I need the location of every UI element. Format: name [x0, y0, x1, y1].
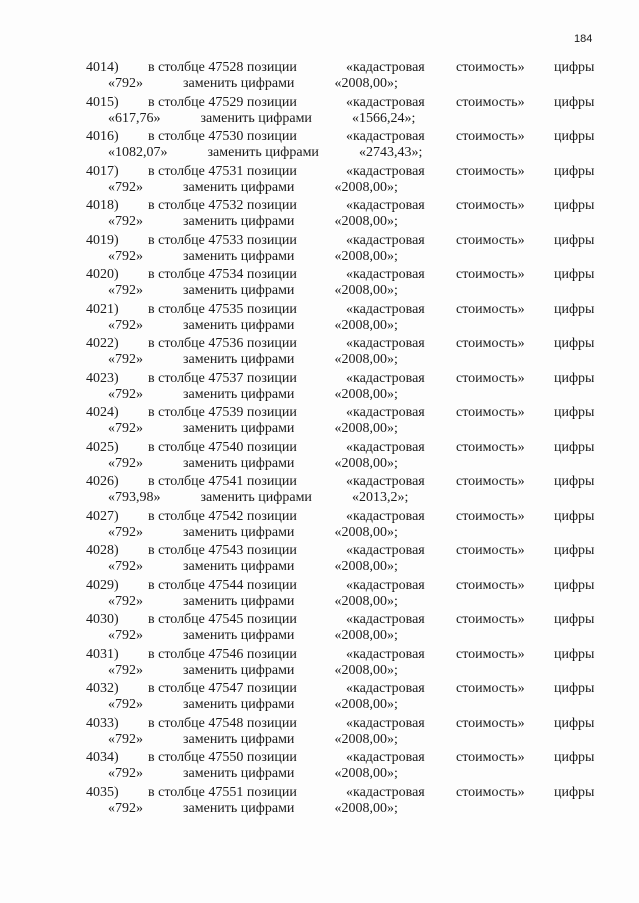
amendment-item: [0, 716, 639, 751]
item-number: 4031): [86, 646, 119, 662]
item-number: 4015): [86, 94, 119, 110]
column-reference: в столбце 47534 позиции: [148, 267, 297, 282]
cost-word: стоимость»: [456, 405, 525, 420]
amendment-item: [0, 60, 639, 95]
cost-word: стоимость»: [456, 681, 525, 696]
digits-word: цифры: [554, 543, 595, 558]
amendment-line-2: [108, 352, 398, 368]
amendment-line-2: [108, 318, 398, 334]
amendment-line-1: [0, 95, 639, 111]
old-value: «792»: [108, 800, 143, 816]
new-value: «2008,00»;: [334, 800, 398, 816]
amendment-item: [0, 164, 639, 199]
amendment-line-1: [0, 233, 639, 249]
column-reference: в столбце 47540 позиции: [148, 439, 297, 455]
item-number: 4019): [86, 232, 119, 248]
item-number: 4016): [86, 129, 119, 144]
new-value: «2008,00»;: [334, 386, 398, 402]
new-value: «2008,00»;: [334, 559, 398, 574]
item-number: 4028): [86, 543, 119, 558]
cadastral-word: «кадастровая: [346, 474, 425, 489]
cadastral-word: «кадастровая: [346, 508, 425, 524]
item-number: 4030): [86, 612, 119, 627]
item-number: 4018): [86, 198, 119, 213]
new-value: «2008,00»;: [334, 628, 398, 643]
cost-word: стоимость»: [456, 750, 525, 765]
item-number: 4021): [86, 301, 119, 317]
amendment-line-2: [108, 456, 398, 472]
old-value: «792»: [108, 731, 143, 747]
new-value: «2008,00»;: [334, 283, 398, 298]
column-reference: в столбце 47529 позиции: [148, 94, 297, 110]
column-reference: в столбце 47542 позиции: [148, 508, 297, 524]
replace-phrase: заменить цифрами: [183, 214, 295, 229]
cadastral-word: «кадастровая: [346, 612, 425, 627]
old-value: «792»: [108, 352, 143, 367]
old-value: «792»: [108, 593, 143, 609]
old-value: «792»: [108, 179, 143, 195]
amendment-line-2: [108, 559, 398, 575]
amendment-line-2: [108, 421, 398, 437]
old-value: «792»: [108, 386, 143, 402]
digits-word: цифры: [554, 232, 595, 248]
cost-word: стоимость»: [456, 129, 525, 144]
amendment-line-2: [108, 663, 398, 679]
cost-word: стоимость»: [456, 612, 525, 627]
amendment-item: [0, 750, 639, 785]
cadastral-word: «кадастровая: [346, 232, 425, 248]
digits-word: цифры: [554, 267, 595, 282]
old-value: «792»: [108, 76, 143, 91]
digits-word: цифры: [554, 198, 595, 213]
digits-word: цифры: [554, 301, 595, 317]
replace-phrase: заменить цифрами: [183, 421, 295, 436]
amendment-line-2: [108, 490, 408, 506]
cadastral-word: «кадастровая: [346, 336, 425, 351]
cost-word: стоимость»: [456, 543, 525, 558]
cadastral-word: «кадастровая: [346, 94, 425, 110]
old-value: «792»: [108, 214, 143, 229]
amendment-line-1: [0, 612, 639, 628]
amendment-item: [0, 233, 639, 268]
amendment-line-1: [0, 750, 639, 766]
cadastral-word: «кадастровая: [346, 750, 425, 765]
cadastral-word: «кадастровая: [346, 370, 425, 386]
item-number: 4026): [86, 474, 119, 489]
column-reference: в столбце 47551 позиции: [148, 784, 297, 800]
amendment-line-2: [108, 249, 398, 265]
amendment-line-2: [108, 628, 398, 644]
item-number: 4034): [86, 750, 119, 765]
digits-word: цифры: [554, 336, 595, 351]
digits-word: цифры: [554, 681, 595, 696]
cadastral-word: «кадастровая: [346, 439, 425, 455]
replace-phrase: заменить цифрами: [183, 76, 295, 91]
item-number: 4022): [86, 336, 119, 351]
old-value: «792»: [108, 524, 143, 540]
replace-phrase: заменить цифрами: [183, 559, 295, 574]
cadastral-word: «кадастровая: [346, 60, 425, 75]
item-number: 4029): [86, 577, 119, 593]
new-value: «2008,00»;: [334, 697, 398, 712]
cadastral-word: «кадастровая: [346, 577, 425, 593]
new-value: «2008,00»;: [334, 455, 398, 471]
column-reference: в столбце 47530 позиции: [148, 129, 297, 144]
amendment-line-1: [0, 405, 639, 421]
old-value: «792»: [108, 697, 143, 712]
item-number: 4025): [86, 439, 119, 455]
amendment-line-1: [0, 302, 639, 318]
amendment-line-1: [0, 336, 639, 352]
cost-word: стоимость»: [456, 370, 525, 386]
replace-phrase: заменить цифрами: [207, 145, 319, 160]
cost-word: стоимость»: [456, 646, 525, 662]
new-value: «2008,00»;: [334, 214, 398, 229]
replace-phrase: заменить цифрами: [183, 317, 295, 333]
digits-word: цифры: [554, 646, 595, 662]
replace-phrase: заменить цифрами: [183, 593, 295, 609]
amendment-item: [0, 267, 639, 302]
cost-word: стоимость»: [456, 784, 525, 800]
column-reference: в столбце 47535 позиции: [148, 301, 297, 317]
new-value: «2008,00»;: [334, 248, 398, 264]
cadastral-word: «кадастровая: [346, 163, 425, 179]
amendment-line-1: [0, 371, 639, 387]
new-value: «2008,00»;: [334, 317, 398, 333]
cost-word: стоимость»: [456, 60, 525, 75]
new-value: «2008,00»;: [334, 524, 398, 540]
amendment-line-2: [108, 697, 398, 713]
amendment-line-1: [0, 164, 639, 180]
old-value: «792»: [108, 421, 143, 436]
replace-phrase: заменить цифрами: [183, 179, 295, 195]
amendment-line-1: [0, 578, 639, 594]
old-value: «792»: [108, 317, 143, 333]
amendment-item: [0, 336, 639, 371]
item-number: 4027): [86, 508, 119, 524]
cadastral-word: «кадастровая: [346, 405, 425, 420]
amendment-line-2: [108, 801, 398, 817]
amendment-item: [0, 785, 639, 820]
cadastral-word: «кадастровая: [346, 543, 425, 558]
digits-word: цифры: [554, 370, 595, 386]
item-number: 4020): [86, 267, 119, 282]
old-value: «792»: [108, 628, 143, 643]
old-value: «792»: [108, 766, 143, 781]
amendment-item: [0, 474, 639, 509]
replace-phrase: заменить цифрами: [183, 800, 295, 816]
item-number: 4033): [86, 715, 119, 731]
old-value: «792»: [108, 559, 143, 574]
replace-phrase: заменить цифрами: [183, 662, 295, 678]
cost-word: стоимость»: [456, 198, 525, 213]
amendment-line-1: [0, 543, 639, 559]
cost-word: стоимость»: [456, 267, 525, 282]
cost-word: стоимость»: [456, 474, 525, 489]
old-value: «793,98»: [108, 490, 161, 505]
amendment-item: [0, 612, 639, 647]
column-reference: в столбце 47544 позиции: [148, 577, 297, 593]
digits-word: цифры: [554, 405, 595, 420]
cadastral-word: «кадастровая: [346, 198, 425, 213]
amendment-line-1: [0, 681, 639, 697]
replace-phrase: заменить цифрами: [183, 352, 295, 367]
column-reference: в столбце 47550 позиции: [148, 750, 297, 765]
digits-word: цифры: [554, 508, 595, 524]
amendment-line-1: [0, 198, 639, 214]
digits-word: цифры: [554, 439, 595, 455]
column-reference: в столбце 47528 позиции: [148, 60, 297, 75]
amendment-line-2: [108, 387, 398, 403]
amendment-line-1: [0, 509, 639, 525]
cadastral-word: «кадастровая: [346, 301, 425, 317]
digits-word: цифры: [554, 94, 595, 110]
amendment-line-2: [108, 766, 398, 782]
digits-word: цифры: [554, 750, 595, 765]
replace-phrase: заменить цифрами: [183, 628, 295, 643]
amendment-line-1: [0, 129, 639, 145]
new-value: «2008,00»;: [334, 766, 398, 781]
column-reference: в столбце 47531 позиции: [148, 163, 297, 179]
replace-phrase: заменить цифрами: [183, 524, 295, 540]
cost-word: стоимость»: [456, 508, 525, 524]
amendment-line-2: [108, 180, 398, 196]
replace-phrase: заменить цифрами: [200, 490, 312, 505]
digits-word: цифры: [554, 60, 595, 75]
column-reference: в столбце 47537 позиции: [148, 370, 297, 386]
item-number: 4024): [86, 405, 119, 420]
replace-phrase: заменить цифрами: [183, 766, 295, 781]
cost-word: стоимость»: [456, 94, 525, 110]
replace-phrase: заменить цифрами: [183, 697, 295, 712]
column-reference: в столбце 47545 позиции: [148, 612, 297, 627]
amendment-item: [0, 198, 639, 233]
amendment-item: [0, 95, 639, 130]
amendment-line-2: [108, 145, 422, 161]
cost-word: стоимость»: [456, 715, 525, 731]
amendment-item: [0, 405, 639, 440]
column-reference: в столбце 47536 позиции: [148, 336, 297, 351]
amendment-line-1: [0, 267, 639, 283]
cost-word: стоимость»: [456, 232, 525, 248]
replace-phrase: заменить цифрами: [183, 731, 295, 747]
amendment-item: [0, 440, 639, 475]
old-value: «792»: [108, 455, 143, 471]
amendment-item: [0, 681, 639, 716]
replace-phrase: заменить цифрами: [183, 455, 295, 471]
replace-phrase: заменить цифрами: [183, 386, 295, 402]
new-value: «2008,00»;: [334, 179, 398, 195]
cadastral-word: «кадастровая: [346, 267, 425, 282]
cost-word: стоимость»: [456, 301, 525, 317]
column-reference: в столбце 47547 позиции: [148, 681, 297, 696]
column-reference: в столбце 47543 позиции: [148, 543, 297, 558]
amendment-line-2: [108, 111, 415, 127]
amendment-line-2: [108, 594, 398, 610]
amendment-line-1: [0, 474, 639, 490]
column-reference: в столбце 47533 позиции: [148, 232, 297, 248]
amendment-line-1: [0, 785, 639, 801]
amendment-item: [0, 302, 639, 337]
cadastral-word: «кадастровая: [346, 784, 425, 800]
amendment-line-1: [0, 716, 639, 732]
amendment-line-2: [108, 732, 398, 748]
old-value: «792»: [108, 662, 143, 678]
item-number: 4023): [86, 370, 119, 386]
new-value: «2008,00»;: [334, 593, 398, 609]
cost-word: стоимость»: [456, 336, 525, 351]
cadastral-word: «кадастровая: [346, 681, 425, 696]
digits-word: цифры: [554, 715, 595, 731]
amendment-line-2: [108, 525, 398, 541]
column-reference: в столбце 47532 позиции: [148, 198, 297, 213]
replace-phrase: заменить цифрами: [183, 248, 295, 264]
item-number: 4032): [86, 681, 119, 696]
old-value: «792»: [108, 248, 143, 264]
amendment-item: [0, 578, 639, 613]
column-reference: в столбце 47548 позиции: [148, 715, 297, 731]
amendment-line-2: [108, 214, 398, 230]
old-value: «617,76»: [108, 110, 161, 126]
replace-phrase: заменить цифрами: [200, 110, 312, 126]
cost-word: стоимость»: [456, 163, 525, 179]
new-value: «2008,00»;: [334, 352, 398, 367]
amendment-list: [0, 60, 639, 819]
new-value: «2008,00»;: [334, 76, 398, 91]
cost-word: стоимость»: [456, 439, 525, 455]
cost-word: стоимость»: [456, 577, 525, 593]
digits-word: цифры: [554, 784, 595, 800]
cadastral-word: «кадастровая: [346, 715, 425, 731]
digits-word: цифры: [554, 163, 595, 179]
amendment-line-2: [108, 283, 398, 299]
digits-word: цифры: [554, 474, 595, 489]
cadastral-word: «кадастровая: [346, 646, 425, 662]
old-value: «1082,07»: [108, 145, 168, 160]
amendment-line-1: [0, 647, 639, 663]
new-value: «2008,00»;: [334, 731, 398, 747]
column-reference: в столбце 47539 позиции: [148, 405, 297, 420]
digits-word: цифры: [554, 129, 595, 144]
new-value: «2013,2»;: [351, 490, 409, 505]
new-value: «2008,00»;: [334, 662, 398, 678]
new-value: «1566,24»;: [351, 110, 416, 126]
amendment-line-1: [0, 60, 639, 76]
cadastral-word: «кадастровая: [346, 129, 425, 144]
column-reference: в столбце 47546 позиции: [148, 646, 297, 662]
item-number: 4035): [86, 784, 119, 800]
new-value: «2743,43»;: [358, 145, 423, 160]
page-number: 184: [574, 33, 593, 45]
digits-word: цифры: [554, 612, 595, 627]
amendment-item: [0, 129, 639, 164]
item-number: 4017): [86, 163, 119, 179]
digits-word: цифры: [554, 577, 595, 593]
amendment-item: [0, 647, 639, 682]
replace-phrase: заменить цифрами: [183, 283, 295, 298]
item-number: 4014): [86, 60, 119, 75]
new-value: «2008,00»;: [334, 421, 398, 436]
old-value: «792»: [108, 283, 143, 298]
amendment-line-2: [108, 76, 398, 92]
amendment-item: [0, 509, 639, 544]
amendment-item: [0, 543, 639, 578]
amendment-line-1: [0, 440, 639, 456]
amendment-item: [0, 371, 639, 406]
column-reference: в столбце 47541 позиции: [148, 474, 297, 489]
